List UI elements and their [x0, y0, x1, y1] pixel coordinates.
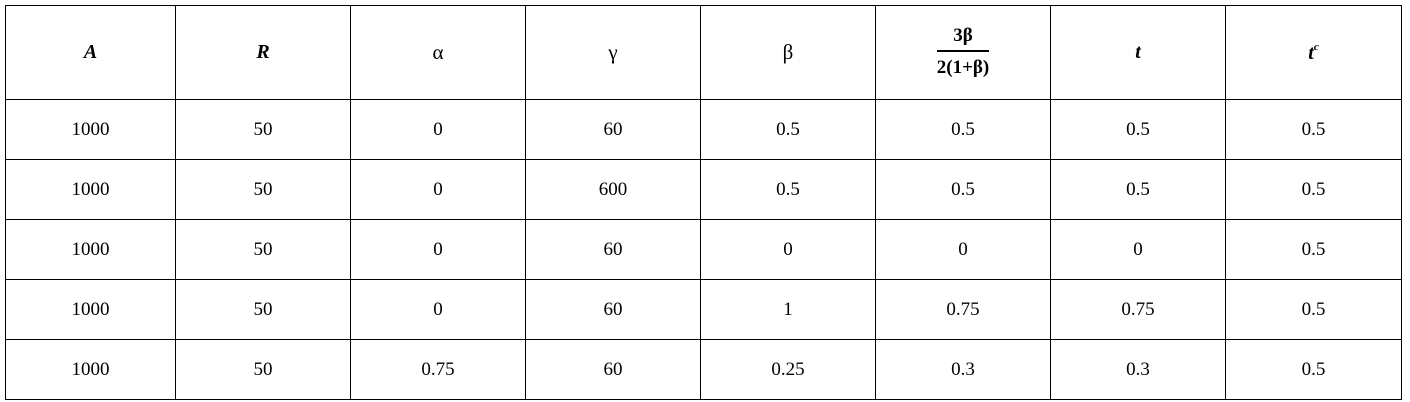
table-cell: 50: [176, 100, 351, 160]
header-t: [1051, 6, 1226, 100]
header-tc-superscript: c: [1313, 40, 1319, 53]
table-cell: 0: [1051, 220, 1226, 280]
table-cell: 0.5: [1051, 160, 1226, 220]
table-cell: 0.5: [876, 100, 1051, 160]
table-cell: 1000: [6, 340, 176, 400]
header-r: [176, 6, 351, 100]
header-a-label: A: [83, 41, 98, 63]
table-cell: 600: [526, 160, 701, 220]
header-r-label: R: [256, 41, 270, 63]
table-cell: 0.5: [1226, 340, 1402, 400]
table-cell: 0.75: [1051, 280, 1226, 340]
data-table: [5, 5, 1402, 400]
table-cell: 1000: [6, 160, 176, 220]
table-cell: 60: [526, 220, 701, 280]
table-cell: 60: [526, 280, 701, 340]
header-a: [6, 6, 176, 100]
table-row: [6, 280, 1402, 340]
table-cell: 60: [526, 340, 701, 400]
table-cell: 0.5: [1226, 220, 1402, 280]
table-row: [6, 100, 1402, 160]
table-cell: 0.5: [701, 160, 876, 220]
header-alpha-label: α: [432, 40, 444, 64]
table-body: [6, 100, 1402, 400]
header-fraction: [876, 6, 1051, 100]
table-cell: 0: [351, 280, 526, 340]
header-beta-label: β: [782, 40, 794, 64]
fraction-numerator: 3β: [937, 26, 990, 52]
table-cell: 60: [526, 100, 701, 160]
table-row: [6, 160, 1402, 220]
fraction: [937, 26, 990, 77]
header-t-label: t: [1135, 41, 1141, 63]
table-cell: 0: [351, 100, 526, 160]
table-cell: 0.5: [876, 160, 1051, 220]
table-cell: 0.5: [1226, 160, 1402, 220]
fraction-denominator: 2(1+β): [936, 57, 990, 78]
table-row: [6, 340, 1402, 400]
table-cell: 1000: [6, 100, 176, 160]
table-cell: 1: [701, 280, 876, 340]
header-beta: [701, 6, 876, 100]
table-cell: 50: [176, 220, 351, 280]
table-cell: 0.5: [1226, 100, 1402, 160]
header-gamma: [526, 6, 701, 100]
table-cell: 0.3: [1051, 340, 1226, 400]
table-cell: 0: [701, 220, 876, 280]
table-cell: 0: [876, 220, 1051, 280]
header-alpha: [351, 6, 526, 100]
header-gamma-label: γ: [608, 40, 618, 64]
header-row: [6, 6, 1402, 100]
table-cell: 0: [351, 220, 526, 280]
table-cell: 0.5: [1051, 100, 1226, 160]
table-cell: 0: [351, 160, 526, 220]
table-cell: 1000: [6, 220, 176, 280]
table-cell: 0.3: [876, 340, 1051, 400]
table-cell: 0.5: [1226, 280, 1402, 340]
table-cell: 0.75: [351, 340, 526, 400]
table-cell: 0.75: [876, 280, 1051, 340]
header-tc: [1226, 6, 1402, 100]
header-tc-label: t: [1308, 41, 1314, 64]
table-row: [6, 220, 1402, 280]
table-cell: 1000: [6, 280, 176, 340]
table-cell: 50: [176, 340, 351, 400]
table-cell: 0.5: [701, 100, 876, 160]
table-cell: 50: [176, 160, 351, 220]
table-cell: 50: [176, 280, 351, 340]
table-cell: 0.25: [701, 340, 876, 400]
